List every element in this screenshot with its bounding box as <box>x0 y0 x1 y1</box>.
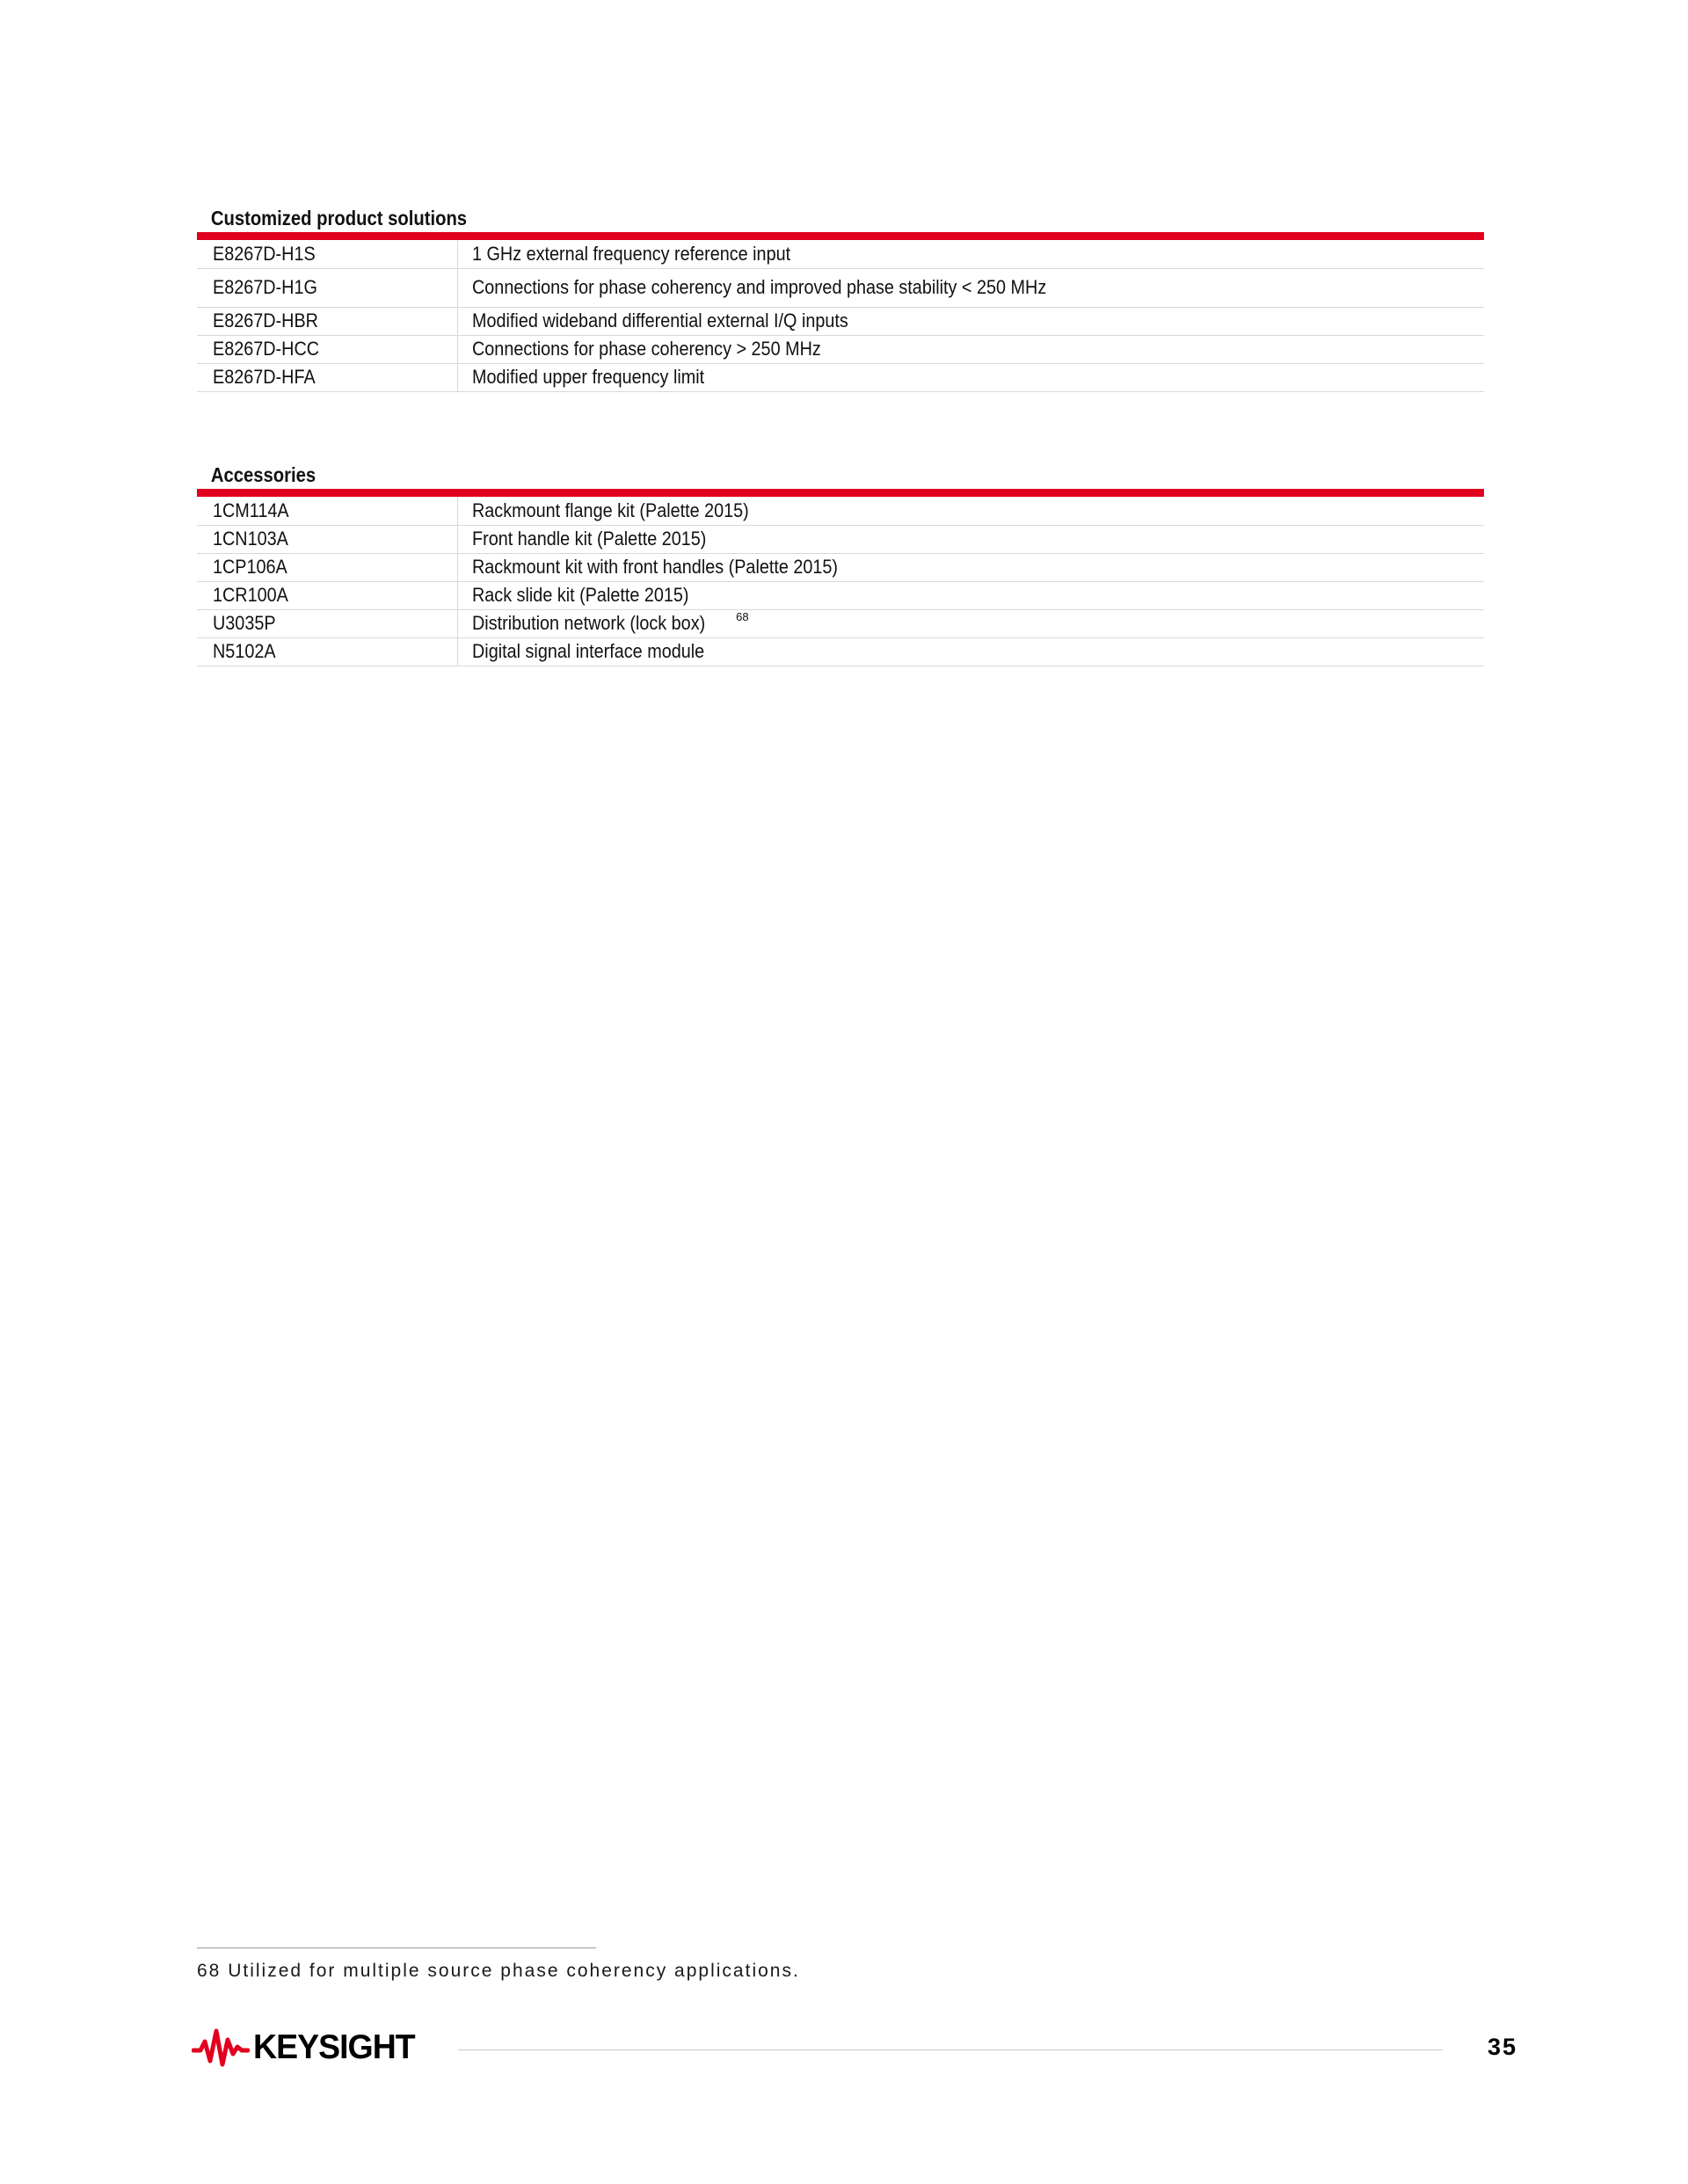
option-description: Connections for phase coherency and improved phase stability < 250 MHz <box>457 268 1484 307</box>
section-divider <box>197 489 1484 497</box>
keysight-logo <box>192 2026 421 2070</box>
table-row <box>197 581 1484 609</box>
accessory-code: 1CP106A <box>197 553 457 581</box>
accessory-description: Rackmount flange kit (Palette 2015) <box>457 497 1484 525</box>
accessories-table <box>197 497 1484 666</box>
accessories-section <box>197 461 1484 666</box>
accessories-title: Accessories <box>210 463 316 486</box>
option-code: E8267D-H1G <box>197 268 457 307</box>
brand-name: KEYSIGHT <box>253 2028 415 2066</box>
accessory-description: Distribution network (lock box) $^{68}$ <box>457 609 1484 637</box>
table-row <box>197 525 1484 553</box>
table-row <box>197 609 1484 637</box>
accessory-code: 1CR100A <box>197 581 457 609</box>
accessory-description: Rackmount kit with front handles (Palette 2015) <box>457 553 1484 581</box>
option-description: 1 GHz external frequency reference input <box>457 240 1484 268</box>
table-row <box>197 335 1484 363</box>
accessory-code: 1CM114A <box>197 497 457 525</box>
option-description: Connections for phase coherency > 250 MHz <box>457 335 1484 363</box>
section-divider <box>197 232 1484 240</box>
footer-divider <box>458 2049 1443 2050</box>
footnote-divider <box>197 1947 596 1948</box>
accessory-code: 1CN103A <box>197 525 457 553</box>
footnote-text: 68 Utilized for multiple source phase coherency applications. <box>197 1961 800 1981</box>
option-code: E8267D-HCC <box>197 335 457 363</box>
option-code: E8267D-H1S <box>197 240 457 268</box>
table-row <box>197 307 1484 335</box>
table-row <box>197 553 1484 581</box>
accessory-code: N5102A <box>197 637 457 666</box>
customized-solutions-section <box>197 204 1484 392</box>
option-description: Modified upper frequency limit <box>457 363 1484 391</box>
page-number: 35 <box>1488 2034 1518 2060</box>
accessory-code: U3035P <box>197 609 457 637</box>
footnote-reference[interactable]: 68 <box>736 610 749 623</box>
accessory-description: Rack slide kit (Palette 2015) <box>457 581 1484 609</box>
table-row <box>197 363 1484 391</box>
accessory-description: Digital signal interface module <box>457 637 1484 666</box>
accessory-description: Front handle kit (Palette 2015) <box>457 525 1484 553</box>
option-description: Modified wideband differential external I/Q inputs <box>457 307 1484 335</box>
customized-solutions-title: Customized product solutions <box>210 207 468 229</box>
customized-solutions-table <box>197 240 1484 392</box>
option-code: E8267D-HBR <box>197 307 457 335</box>
table-row <box>197 240 1484 268</box>
table-row <box>197 497 1484 525</box>
keysight-wave-icon <box>192 2027 250 2068</box>
table-row <box>197 637 1484 666</box>
option-code: E8267D-HFA <box>197 363 457 391</box>
table-row <box>197 268 1484 307</box>
